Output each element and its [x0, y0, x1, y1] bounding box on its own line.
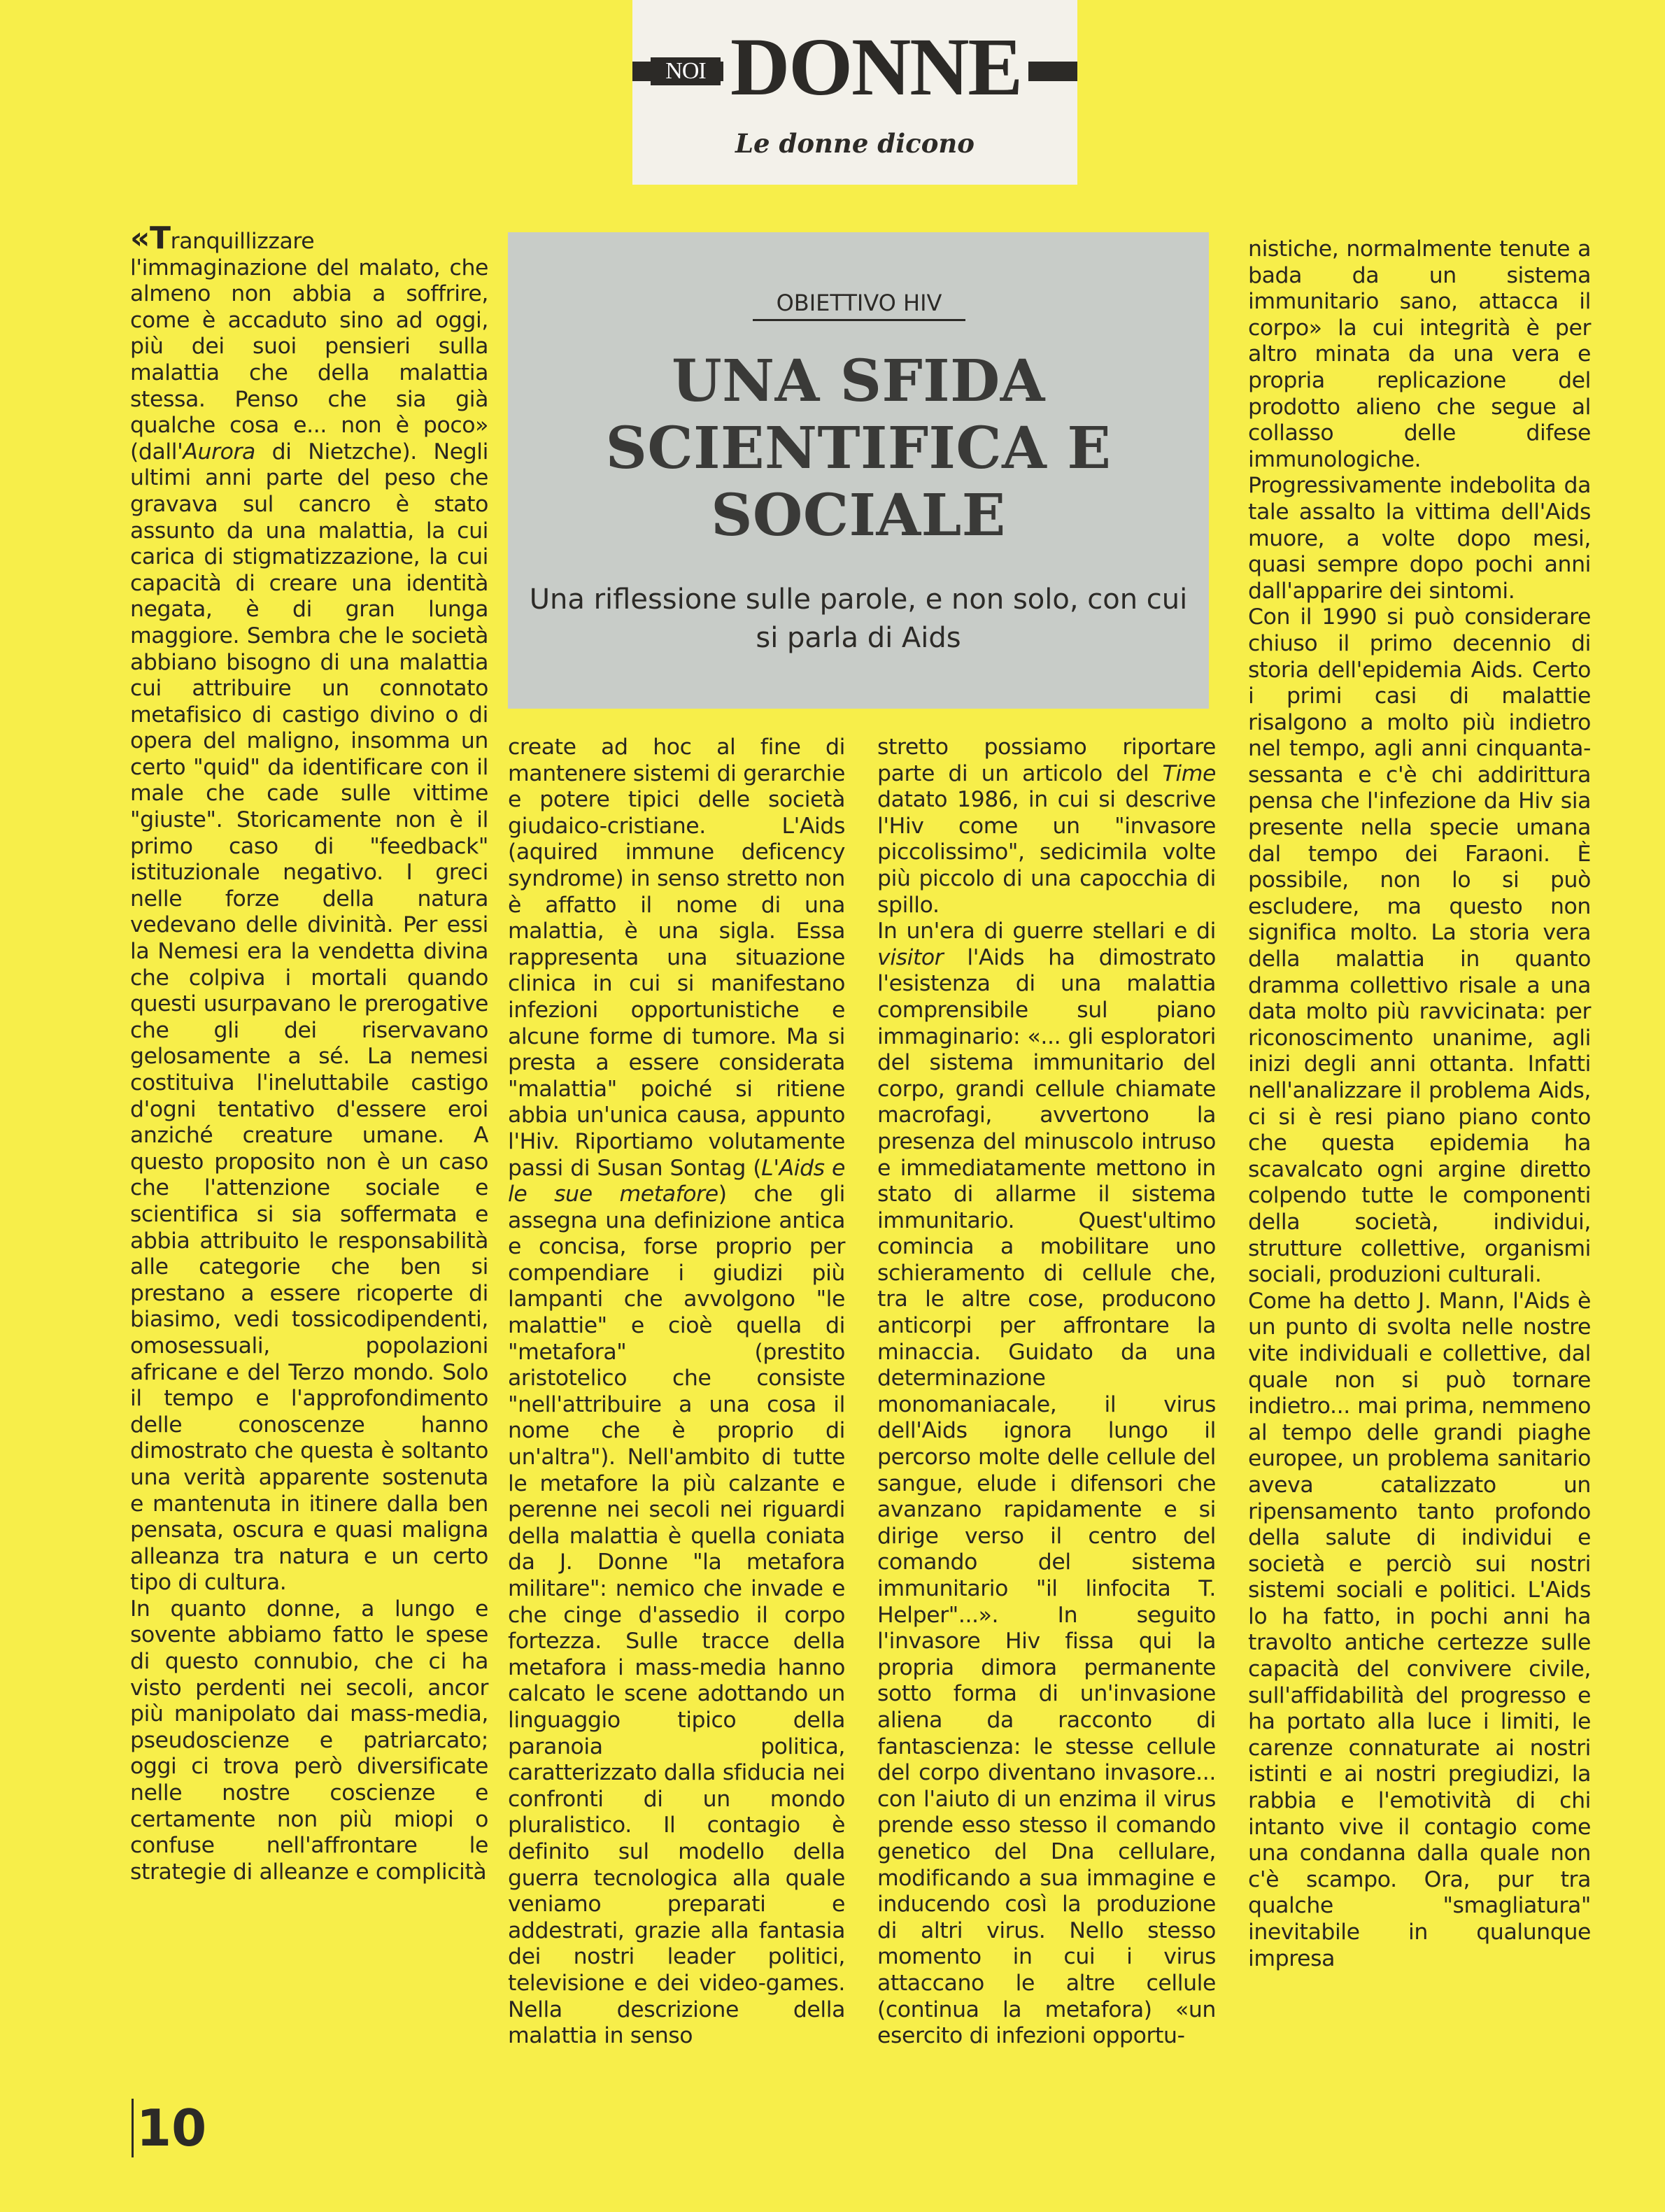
- column-4-paragraph-2: Con il 1990 si può considerare chiuso il primo decennio di storia dell'epidemia Aids. Certo i primi casi di malattie risalgono a molto più indietro nel tempo, agli anni cinquanta-sessanta e c'è chi addirittura pensa che l'infezione da Hiv sia presente nella specie umana dal tempo dei Faraoni. È possibile, non lo si può escludere, ma questo non significa molto. La storia vera della malattia in quanto dramma collettivo risale a una data molto più ravvicinata: per riconoscimento unanime, agli inizi degli anni ottanta. Infatti nell'analizzare il problema Aids, ci si è resi piano piano conto che questa epidemia ha scavalcato ogni argine diretto colpendo tutte le componenti della società, individui, strutture collettive, organismi sociali, produzioni culturali.: [1248, 604, 1591, 1288]
- section-tagline: Le donne dicono: [735, 128, 975, 159]
- section-title: DONNE: [723, 25, 1028, 109]
- column-4-paragraph-1: nistiche, normalmente tenute a bada da un sistema immunitario sano, attacca il corpo» la cui integrità è per altro minata da una vera e propria replicazione del prodotto alieno che segue al collasso delle difese immunologiche. Progressivamente indebolita da tale assalto la vittima dell'Aids muore, a volte dopo mesi, quasi sempre dopo pochi anni dall'apparire dei sintomi.: [1248, 236, 1591, 604]
- column-2-italic-a: L'Aids e le sue metafore: [508, 1155, 846, 1207]
- column-1-text-b: di Nietzche). Negli ultimi anni parte del peso che gravava sul cancro è stato assunto da una malattia, la cui carica di stigmatizzazione, la cui capacità di creare una identità negata, è di gran lunga maggiore. Sembra che le società abbiano bisogno di una malattia cui attribuire un connotato metafisico di castigo divino o di opera del maligno, insomma un certo "quid" da identificare con il male che cade sulle vittime "giuste". Storicamente non è il primo caso di "feedback" istituzionale negativo. I greci nelle forze della natura vedevano delle divinità. Per essi la Nemesi era la vendetta divina che colpiva i mortali quando questi usurpavano le prerogative che gli dei riservavano gelosamente a sé. La nemesi costituiva l'ineluttabile castigo d'ogni tentativo d'essere eroi anziché creature umane. A questo proposito non è un caso che l'attenzione sociale e scientifica si sia soffermata e abbia attribuito le responsabilità alle categorie che ben si prestano a essere ricoperte di biasimo, vedi tossicodipendenti, omosessuali, popolazioni africane e del Terzo mondo. Solo il tempo e l'approfondimento delle conoscenze hanno dimostrato che questa è soltanto una verità apparente sostenuta e mantenuta in itinere dalla ben pensata, oscura e quasi maligna alleanza tra natura e un certo tipo di cultura.: [130, 439, 488, 1596]
- column-3-italic-b: visitor: [877, 944, 944, 970]
- article-column-4: [1248, 236, 1591, 1972]
- article-column-1: [130, 220, 488, 1885]
- column-3-text-a: stretto possiamo riportare parte di un articolo del: [877, 735, 1216, 786]
- column-3-text-c: In un'era di guerre stellari e di: [877, 919, 1216, 944]
- drop-cap: «T: [130, 220, 171, 256]
- column-3-italic-a: Time: [1162, 760, 1216, 786]
- column-3-text-b: datato 1986, in cui si descrive l'Hiv come un "invasore piccolissimo", sedicimila volte più piccolo di una capocchia di spillo.: [877, 787, 1216, 918]
- noi-label: NOI: [651, 57, 721, 85]
- column-1-italic-a: Aurora: [183, 439, 255, 465]
- column-2-text-a: create ad hoc al fine di mantenere sistemi di gerarchie e potere tipici delle società giudaico-cristiane. L'Aids (aquired immune deficency syndrome) in senso stretto non è affatto il nome di una malattia, è una sigla. Essa rappresenta una situazione clinica in cui si manifestano infezioni opportunistiche e alcune forme di tumore. Ma si presta a essere considerata "malattia" poiché si ritiene abbia un'unica causa, appunto l'Hiv. Riportiamo volutamente passi di Susan Sontag (: [508, 735, 845, 1181]
- column-1-paragraph-2: In quanto donne, a lungo e sovente abbiamo fatto le spese di questo connubio, che ci ha visto perdenti nei secoli, ancor più manipolato dai mass-media, pseudoscienze e patriarcato; oggi ci trova però diversificate nelle nostre coscienze e certamente non più miopi o confuse nell'affrontare le strategie di alleanze e complicità: [130, 1596, 488, 1885]
- page-number: 10: [132, 2099, 220, 2157]
- article-subheadline: Una riflessione sulle parole, e non solo, con cui si parla di Aids: [529, 583, 1188, 654]
- article-column-3: [877, 735, 1216, 2050]
- article-column-2: [508, 735, 845, 2050]
- column-4-paragraph-3: Come ha detto J. Mann, l'Aids è un punto di svolta nelle nostre vite individuali e collettive, dal quale non si può tornare indietro... mai prima, nemmeno al tempo delle grandi piaghe europee, un problema sanitario aveva catalizzato un ripensamento tanto profondo della salute di individui e società e perciò sui nostri sistemi sociali e politici. L'Aids lo ha fatto, in pochi anni ha travolto antiche certezze sulle capacità del convivere civile, sull'affidabilità del progresso e ha portato alla luce i limiti, le carenze connaturate ai nostri istinti e ai nostri pregiudizi, la rabbia e l'emotività di chi intanto vive il contagio come una condanna dalla quale non c'è scampo. Ora, pur tra qualche "smagliatura" inevitabile in qualunque impresa: [1248, 1288, 1591, 1971]
- column-1-text-a: ranquillizzare l'immaginazione del malato, che almeno non abbia a soffrire, come è accaduto sino ad oggi, più dei suoi pensieri sulla malattia che della malattia stessa. Penso che sia già qualche cosa e... non è poco» (dall': [130, 229, 488, 465]
- column-3-text-d: l'Aids ha dimostrato l'esistenza di una malattia comprensibile sul piano immaginario: «... gli esploratori del sistema immunitario del corpo, grandi cellule chiamate macrofagi, avvertono la presenza del minuscolo intruso e immediatamente mettono in stato di allarme il sistema immunitario. Quest'ultimo comincia a mobilitare uno schieramento di cellule che, tra le altre cose, producono anticorpi per affrontare la minaccia. Guidato da una determinazione monomaniacale, il virus dell'Aids ignora lungo il percorso molte delle cellule del sangue, elude i difensori che avanzano rapidamente e si dirige verso il centro del comando del sistema immunitario "il linfocita T. Helper"...». In seguito l'invasore Hiv fissa qui la propria dimora permanente sotto forma di un'invasione aliena da racconto di fantascienza: le stesse cellule del corpo diventano invasore... con l'aiuto di un enzima il virus prende esso stesso il comando genetico del Dna cellulare, modificando a sua immagine e inducendo così la produzione di altri virus. Nello stesso momento in cui i virus attaccano le altre cellule (continua la metafora) «un esercito di infezioni opportu-: [877, 944, 1216, 2049]
- article-kicker: OBIETTIVO HIV: [753, 288, 965, 321]
- article-headline: UNA SFIDA SCIENTIFICA E SOCIALE: [605, 348, 1112, 549]
- column-2-text-b: ) che gli assegna una definizione antica e concisa, forse proprio per compendiare i giudizi più lampanti che avvolgono "le malattie" e cioè quella di "metafora" (prestito aristotelico che consiste "nell'attribuire a una cosa il nome che è proprio di un'altra"). Nell'ambito di tutte le metafore la più calzante e perenne nei secoli nei riguardi della malattia è quella coniata da J. Donne "la metafora militare": nemico che invade e che cinge d'assedio il corpo fortezza. Sulle tracce della metafora i mass-media hanno calcato le scene adottando un linguaggio tipico della paranoia politica, caratterizzato dalla sfiducia nei confronti di un mondo pluralistico. Il contagio è definito sul modello della guerra tecnologica alla quale veniamo preparati e addestrati, grazie alla fantasia dei nostri leader politici, televisione e dei video-games. Nella descrizione della malattia in senso: [508, 1182, 845, 2049]
